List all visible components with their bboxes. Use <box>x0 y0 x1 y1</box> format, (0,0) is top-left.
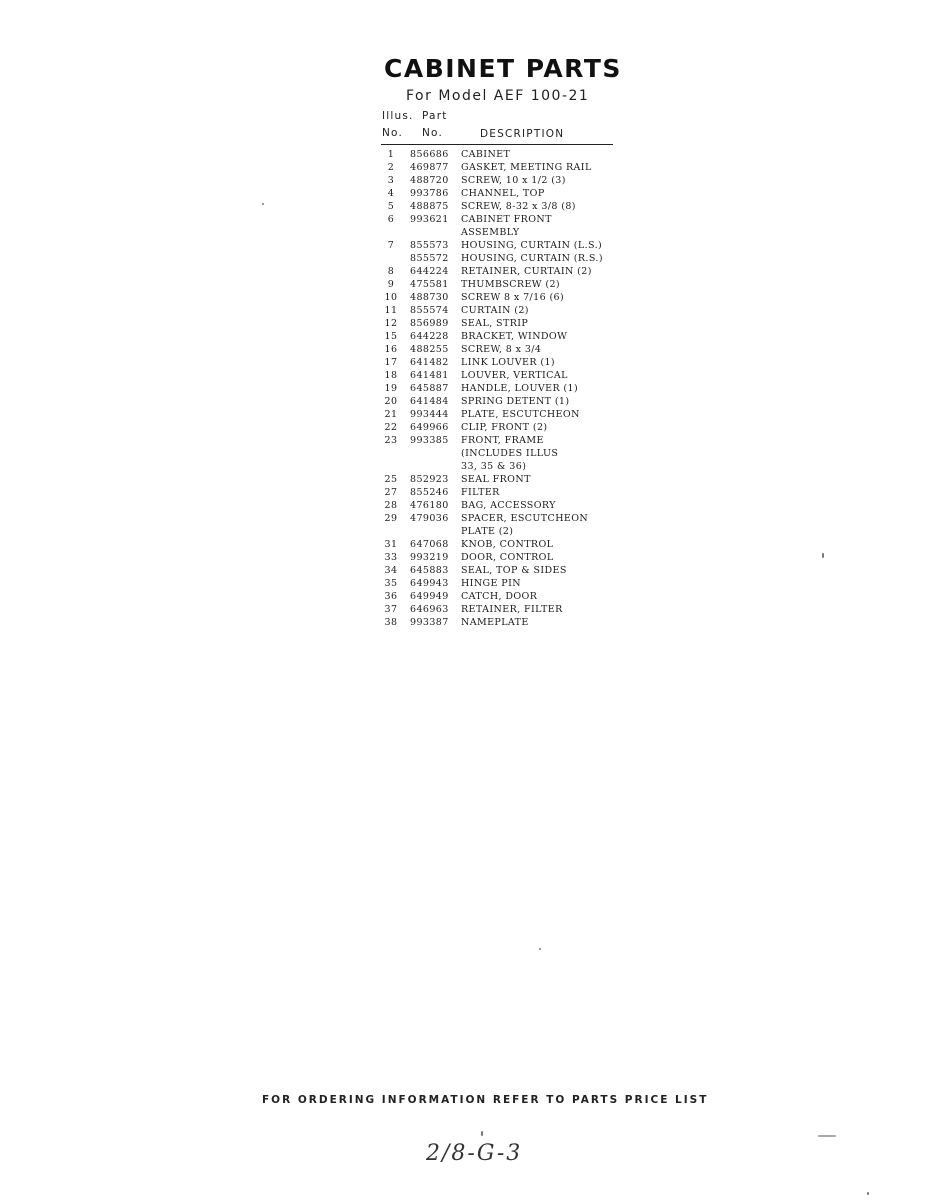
illus-number: 8 <box>387 266 395 277</box>
illus-number: 9 <box>387 279 395 290</box>
part-number: 649943 <box>410 578 449 589</box>
part-description: SEAL FRONT <box>461 474 531 485</box>
part-number: 993219 <box>410 552 449 563</box>
page-title: CABINET PARTS <box>384 54 622 83</box>
illus-number: 38 <box>384 617 398 628</box>
illus-number: 33 <box>384 552 398 563</box>
illus-number: 10 <box>384 292 398 303</box>
part-description: KNOB, CONTROL <box>461 539 554 550</box>
scan-speck <box>539 948 541 950</box>
part-description: LINK LOUVER (1) <box>461 357 556 368</box>
illus-number: 18 <box>384 370 398 381</box>
part-number: 647068 <box>410 539 449 550</box>
part-description: CABINET FRONT <box>461 214 552 225</box>
part-number: 646963 <box>410 604 449 615</box>
part-number: 649949 <box>410 591 449 602</box>
illus-number: 1 <box>387 149 395 160</box>
illus-number: 6 <box>387 214 395 225</box>
illus-number: 4 <box>387 188 395 199</box>
header-part: Part <box>422 110 448 122</box>
part-number: 855246 <box>410 487 449 498</box>
header-divider <box>381 144 613 145</box>
model-subtitle: For Model AEF 100-21 <box>406 88 590 104</box>
part-number: 993786 <box>410 188 449 199</box>
header-description: DESCRIPTION <box>480 128 565 140</box>
part-description: SCREW, 10 x 1/2 (3) <box>461 175 566 186</box>
scan-speck <box>818 1135 836 1137</box>
illus-number: 20 <box>384 396 398 407</box>
illus-number: 17 <box>384 357 398 368</box>
part-number: 641484 <box>410 396 449 407</box>
illus-number: 36 <box>384 591 398 602</box>
part-description: SPRING DETENT (1) <box>461 396 570 407</box>
illus-number: 29 <box>384 513 398 524</box>
part-description: GASKET, MEETING RAIL <box>461 162 592 173</box>
part-number: 855572 <box>410 253 449 264</box>
illus-number: 5 <box>387 201 395 212</box>
part-description: HINGE PIN <box>461 578 521 589</box>
part-number: 644228 <box>410 331 449 342</box>
illus-number: 31 <box>384 539 398 550</box>
part-number: 479036 <box>410 513 449 524</box>
part-description: HOUSING, CURTAIN (R.S.) <box>461 253 603 264</box>
part-description: CURTAIN (2) <box>461 305 529 316</box>
part-description: 33, 35 & 36) <box>461 461 527 472</box>
illus-number: 16 <box>384 344 398 355</box>
part-description: ASSEMBLY <box>461 227 520 238</box>
part-number: 645883 <box>410 565 449 576</box>
illus-number: 25 <box>384 474 398 485</box>
part-number: 488875 <box>410 201 449 212</box>
illus-number: 11 <box>384 305 398 316</box>
part-description: CLIP, FRONT (2) <box>461 422 548 433</box>
part-number: 993444 <box>410 409 449 420</box>
header-part-no: No. <box>422 127 444 139</box>
illus-number: 3 <box>387 175 395 186</box>
part-description: CATCH, DOOR <box>461 591 538 602</box>
part-description: LOUVER, VERTICAL <box>461 370 568 381</box>
scan-speck <box>481 1131 483 1136</box>
part-description: FRONT, FRAME <box>461 435 544 446</box>
part-number: 855574 <box>410 305 449 316</box>
part-number: 649966 <box>410 422 449 433</box>
part-description: SEAL, STRIP <box>461 318 529 329</box>
part-number: 855573 <box>410 240 449 251</box>
handwritten-note: 2/8-G-3 <box>426 1141 523 1166</box>
scan-speck <box>822 553 824 558</box>
illus-number: 15 <box>384 331 398 342</box>
illus-number: 37 <box>384 604 398 615</box>
part-description: (INCLUDES ILLUS <box>461 448 559 459</box>
part-description: SPACER, ESCUTCHEON <box>461 513 589 524</box>
part-number: 469877 <box>410 162 449 173</box>
part-description: SCREW, 8 x 3/4 <box>461 344 542 355</box>
part-description: CHANNEL, TOP <box>461 188 545 199</box>
part-number: 644224 <box>410 266 449 277</box>
part-number: 993621 <box>410 214 449 225</box>
part-description: DOOR, CONTROL <box>461 552 554 563</box>
illus-number: 19 <box>384 383 398 394</box>
part-description: HANDLE, LOUVER (1) <box>461 383 579 394</box>
part-description: BRACKET, WINDOW <box>461 331 568 342</box>
header-illus: Illus. <box>382 110 414 122</box>
illus-number: 12 <box>384 318 398 329</box>
part-number: 645887 <box>410 383 449 394</box>
part-number: 488730 <box>410 292 449 303</box>
illus-number: 7 <box>387 240 395 251</box>
part-number: 852923 <box>410 474 449 485</box>
part-number: 993385 <box>410 435 449 446</box>
part-description: SCREW, 8-32 x 3/8 (8) <box>461 201 576 212</box>
illus-number: 28 <box>384 500 398 511</box>
part-number: 856686 <box>410 149 449 160</box>
illus-number: 35 <box>384 578 398 589</box>
part-description: SEAL, TOP & SIDES <box>461 565 567 576</box>
ordering-footer: FOR ORDERING INFORMATION REFER TO PARTS PRICE LIST <box>262 1094 709 1106</box>
illus-number: 23 <box>384 435 398 446</box>
part-number: 488720 <box>410 175 449 186</box>
part-number: 476180 <box>410 500 449 511</box>
part-description: FILTER <box>461 487 500 498</box>
part-number: 856989 <box>410 318 449 329</box>
part-description: SCREW 8 x 7/16 (6) <box>461 292 565 303</box>
part-description: CABINET <box>461 149 511 160</box>
part-number: 993387 <box>410 617 449 628</box>
illus-number: 22 <box>384 422 398 433</box>
part-description: HOUSING, CURTAIN (L.S.) <box>461 240 603 251</box>
illus-number: 21 <box>384 409 398 420</box>
part-description: PLATE (2) <box>461 526 514 537</box>
header-illus-no: No. <box>382 127 404 139</box>
part-number: 488255 <box>410 344 449 355</box>
part-description: BAG, ACCESSORY <box>461 500 556 511</box>
part-description: THUMBSCREW (2) <box>461 279 561 290</box>
scan-speck <box>262 203 264 205</box>
part-number: 641482 <box>410 357 449 368</box>
part-number: 641481 <box>410 370 449 381</box>
part-description: NAMEPLATE <box>461 617 529 628</box>
part-number: 475581 <box>410 279 449 290</box>
illus-number: 2 <box>387 162 395 173</box>
illus-number: 34 <box>384 565 398 576</box>
illus-number: 27 <box>384 487 398 498</box>
scan-speck <box>867 1192 869 1195</box>
part-description: RETAINER, FILTER <box>461 604 563 615</box>
part-description: RETAINER, CURTAIN (2) <box>461 266 592 277</box>
part-description: PLATE, ESCUTCHEON <box>461 409 580 420</box>
